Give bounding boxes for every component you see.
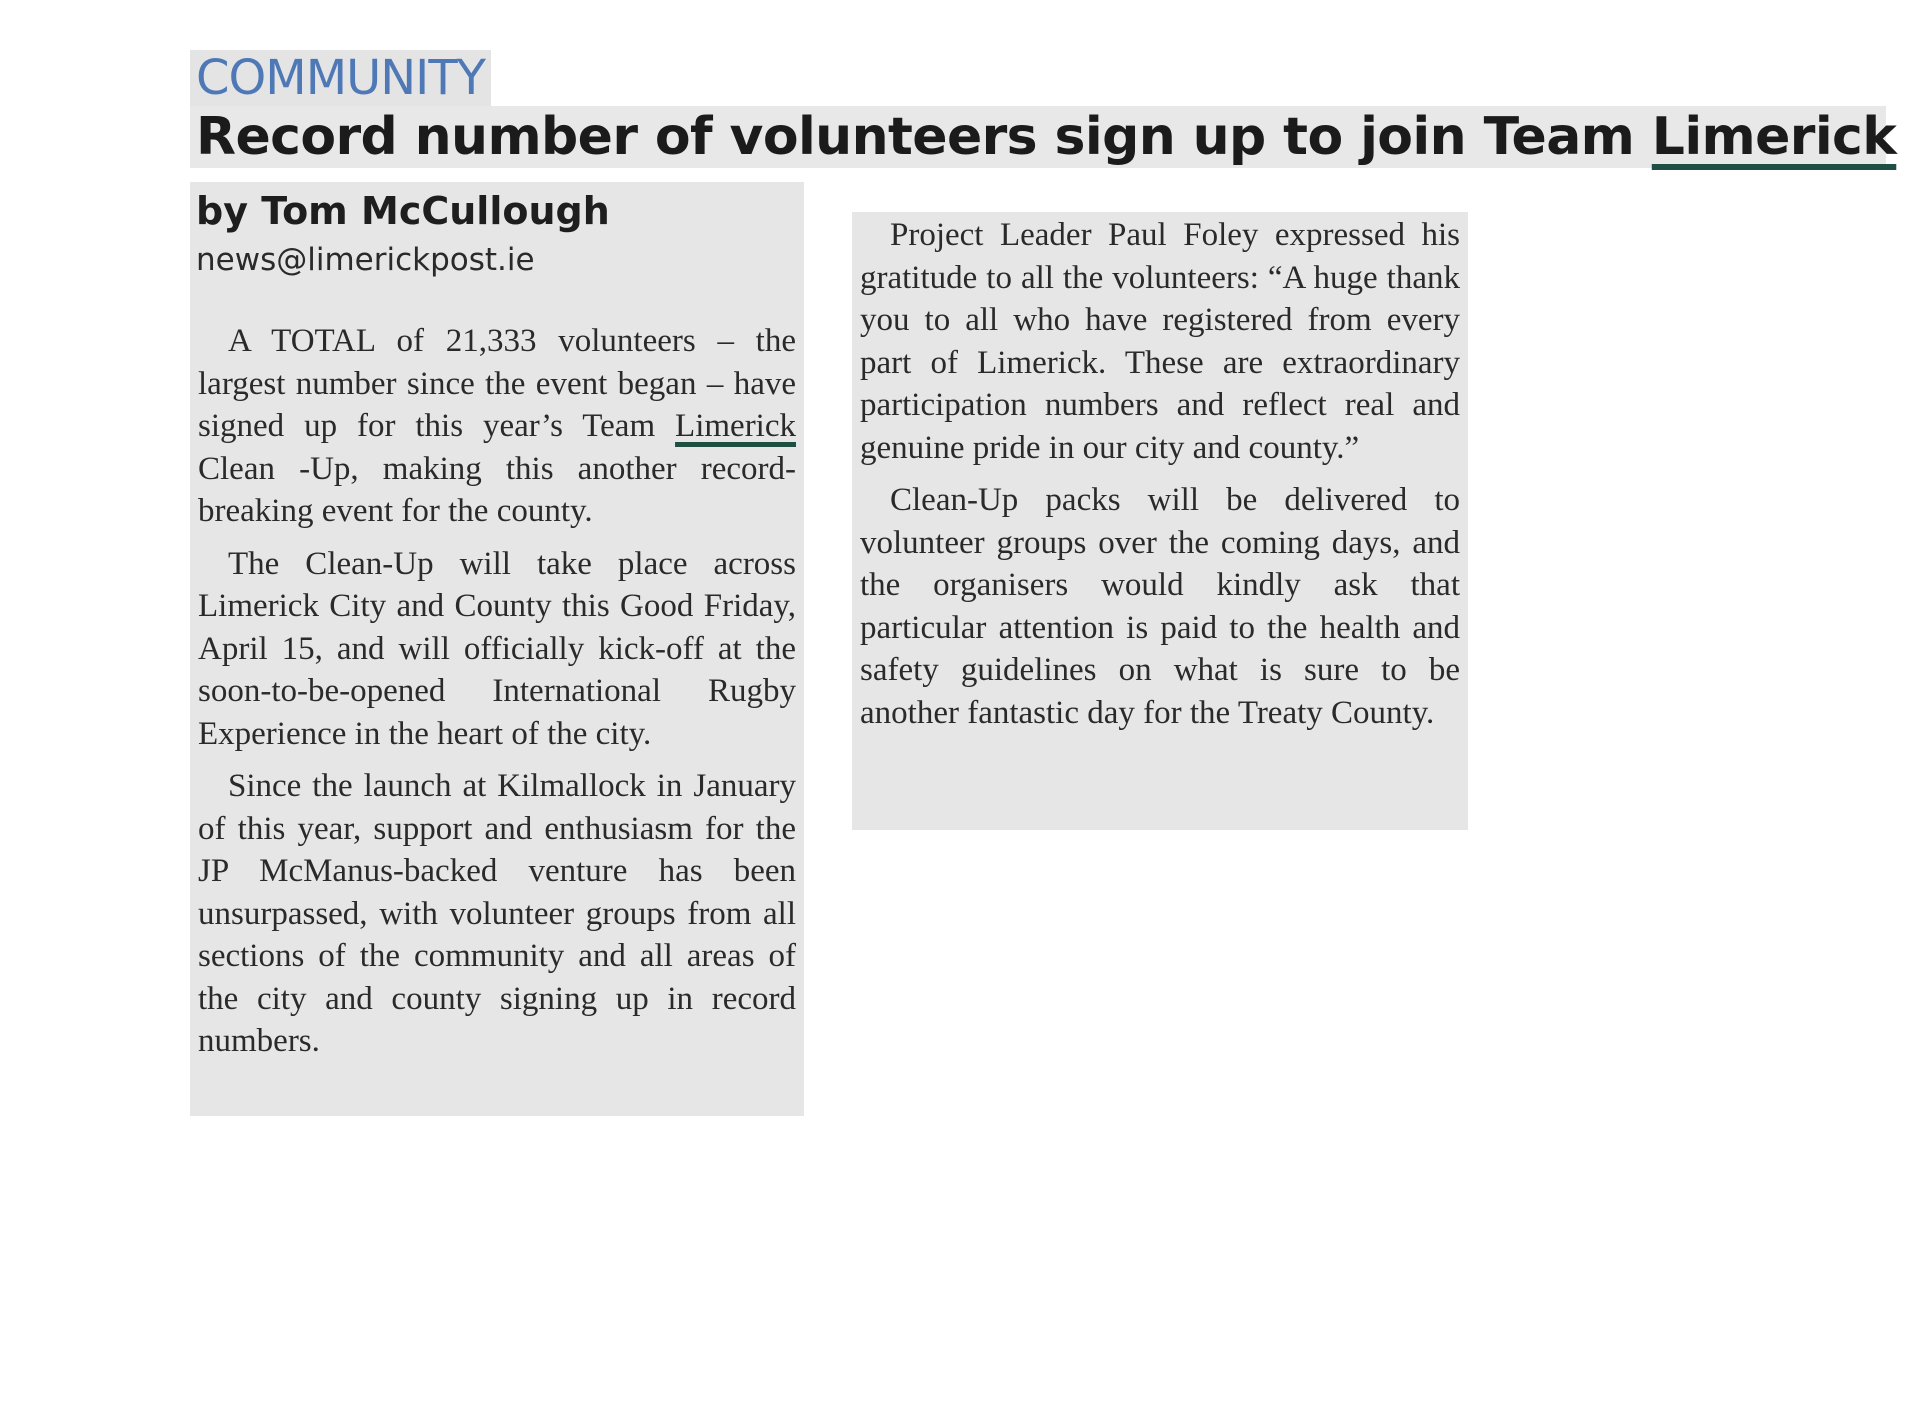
byline: by Tom McCullough <box>196 189 610 233</box>
right-column-body <box>860 214 1460 744</box>
headline-keyword-limerick: Limerick <box>1651 107 1897 167</box>
author-email: news@limerickpost.ie <box>196 242 535 278</box>
paragraph-1-start: A TOTAL of 21,333 volunteers – the largest number since the event began – have signed up for this year’s Team <box>198 323 796 444</box>
paragraph-4: Project Leader Paul Foley expressed his gratitude to all the volunteers: “A huge thank you to all who have registered from every part of Limerick. These are extraordinary participation numbers and reflect real and genuine pride in our city and county.” <box>860 217 1460 466</box>
headline-text: Record number of volunteers sign up to join Team <box>196 107 1652 167</box>
paragraph-1 <box>198 320 796 533</box>
article-headline <box>196 106 1896 168</box>
paragraph-1-end: Clean -Up, making this another record-breaking event for the county. <box>198 450 796 529</box>
section-kicker: COMMUNITY <box>190 50 491 106</box>
paragraph-5: Clean-Up packs will be delivered to volunteer groups over the coming days, and the organisers would kindly ask that particular attention is paid to the health and safety guidelines on what is sure to be another fantastic day for the Treaty County. <box>860 482 1460 731</box>
paragraph-3: Since the launch at Kilmallock in January of this year, support and enthusiasm for the JP McManus-backed venture has been unsurpassed, with volunteer groups from all sections of the community and all areas of the city and county signing up in record numbers. <box>198 768 796 1059</box>
paragraph-2: The Clean-Up will take place across Limerick City and County this Good Friday, April 15, and will officially kick-off at the soon-to-be-opened International Rugby Experience in the heart of the city. <box>198 545 796 752</box>
left-column-body <box>198 320 796 1073</box>
body-keyword-limerick: Limerick <box>675 408 796 444</box>
